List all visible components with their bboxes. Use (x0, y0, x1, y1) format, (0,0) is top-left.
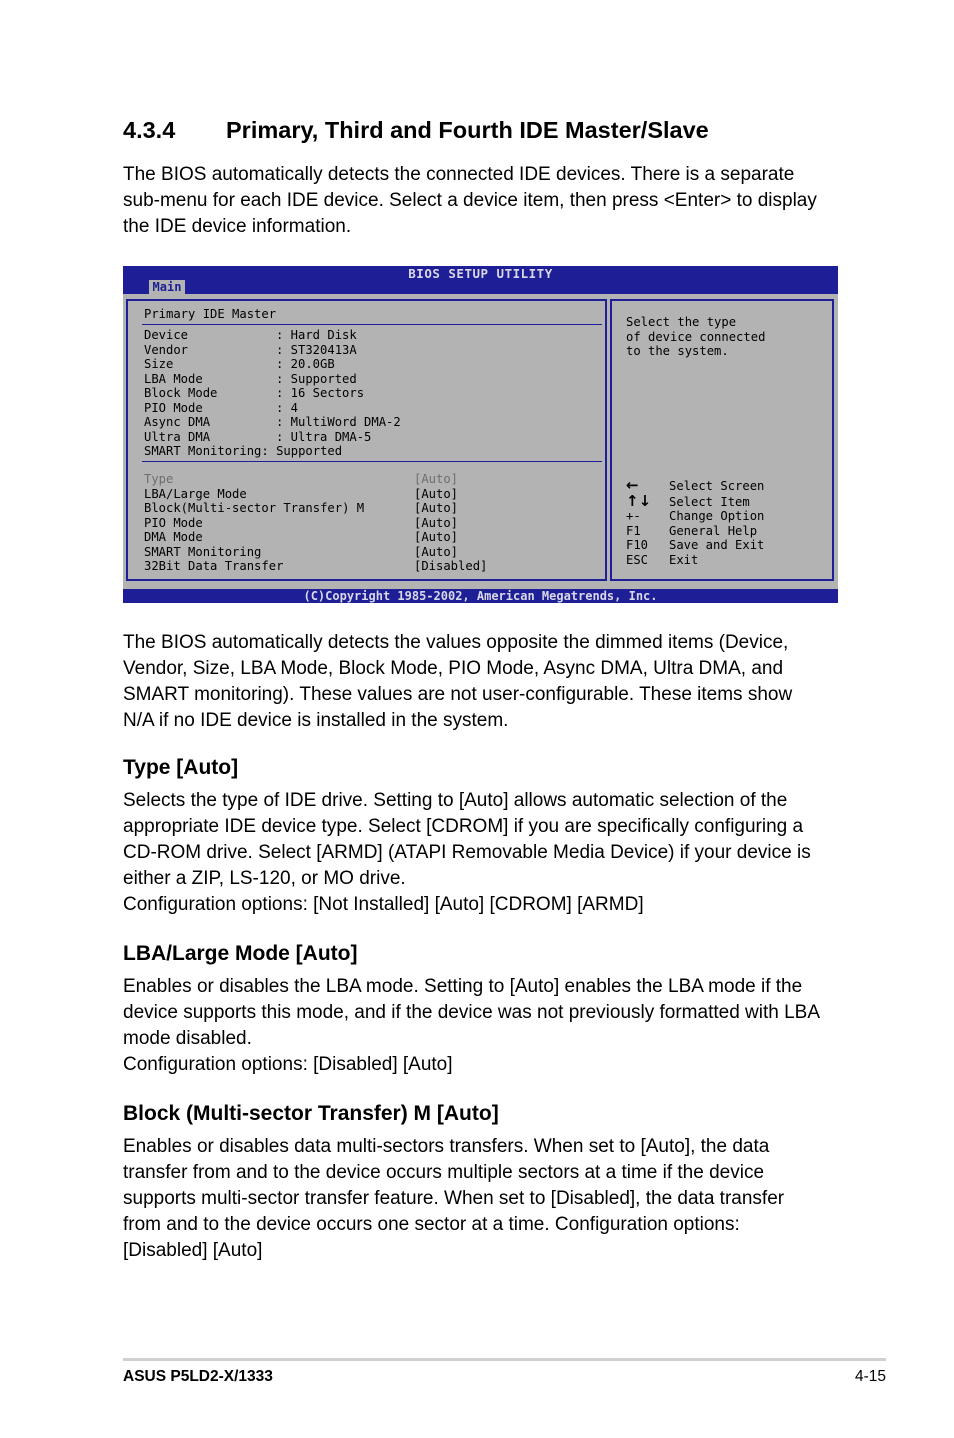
bios-info-label: Device (144, 328, 189, 342)
bios-option-type[interactable] (144, 472, 487, 487)
section-heading (123, 117, 709, 144)
bios-key-action: Change Option (669, 509, 765, 523)
bios-key-row (626, 553, 764, 568)
bios-option-value: [Auto] (414, 544, 459, 559)
bios-option-label: DMA Mode (144, 530, 203, 544)
bios-info-label: Vendor (144, 342, 189, 357)
bios-key-action: Select Item (669, 494, 750, 509)
bios-info-label: PIO Mode (144, 400, 203, 415)
paragraph-line: transfer from and to the device occurs multiple sectors at a time if the device (123, 1162, 765, 1183)
bios-separator (142, 324, 602, 325)
bios-help-line: to the system. (626, 344, 729, 358)
bios-option-value: [Auto] (414, 486, 459, 501)
bios-key-action: Exit (669, 552, 699, 567)
paragraph-line: N/A if no IDE device is installed in the system. (123, 710, 509, 731)
bios-info-row (144, 328, 401, 343)
bios-key-row (626, 524, 764, 539)
section-number: 4.3.4 (123, 117, 176, 143)
bios-tab-main[interactable]: Main (149, 280, 185, 294)
bios-info-label: Block Mode (144, 386, 218, 400)
bios-info-label: Async DMA (144, 415, 211, 429)
bios-left-panel (126, 299, 607, 581)
bios-info-label: LBA Mode (144, 371, 203, 386)
lba-heading: LBA/Large Mode [Auto] (123, 942, 358, 965)
type-paragraph (123, 788, 843, 918)
bios-info-row (144, 357, 401, 372)
paragraph-line: appropriate IDE device type. Select [CDROM] if you are specifically configuring a (123, 816, 804, 837)
bios-info-value: : ST320413A (276, 342, 357, 357)
bios-option-label: SMART Monitoring (144, 544, 262, 559)
bios-screenshot (123, 266, 838, 603)
bios-option-label: Type (144, 472, 174, 486)
paragraph-line: CD-ROM drive. Select [ARMD] (ATAPI Removable Media Device) if your device is (123, 842, 811, 863)
bios-option-dma-mode[interactable] (144, 530, 487, 545)
bios-key-row (626, 538, 764, 553)
bios-help-text (626, 315, 765, 359)
up-down-arrows-icon: ↑↓ (626, 491, 652, 510)
bios-option-smart-monitoring[interactable] (144, 545, 487, 560)
footer-product: ASUS P5LD2-X/1333 (123, 1368, 273, 1385)
bios-help-panel (610, 299, 834, 581)
left-right-arrows-icon: ← (626, 476, 639, 494)
bios-option-value: [Disabled] (414, 559, 488, 573)
paragraph-line: either a ZIP, LS-120, or MO drive. (123, 868, 406, 889)
paragraph-line: Selects the type of IDE drive. Setting to [Auto] allows automatic selection of the (123, 790, 788, 811)
paragraph-line: Vendor, Size, LBA Mode, Block Mode, PIO Mode, Async DMA, Ultra DMA, and (123, 658, 784, 679)
type-heading: Type [Auto] (123, 756, 239, 779)
paragraph-line: device supports this mode, and if the device was not previously formatted with LBA (123, 1002, 821, 1023)
footer-page-number: 4-15 (854, 1368, 886, 1385)
bios-option-pio-mode[interactable] (144, 516, 487, 531)
bios-help-line: of device connected (626, 329, 766, 344)
paragraph-line: mode disabled. (123, 1028, 252, 1049)
paragraph-line: Enables or disables the LBA mode. Setting to [Auto] enables the LBA mode if the (123, 976, 803, 997)
footer-rule (123, 1358, 886, 1361)
bios-info-value: : Supported (276, 371, 357, 386)
paragraph-line: Configuration options: [Not Installed] [Auto] [CDROM] [ARMD] (123, 894, 644, 915)
paragraph-line: Enables or disables data multi-sectors transfers. When set to [Auto], the data (123, 1136, 770, 1157)
block-paragraph (123, 1134, 843, 1264)
paragraph-line: Configuration options: [Disabled] [Auto] (123, 1054, 453, 1075)
bios-key: F10 (626, 538, 649, 552)
bios-info-row (144, 430, 401, 445)
section-title: Primary, Third and Fourth IDE Master/Slave (226, 117, 709, 143)
bios-info-row (144, 415, 401, 430)
bios-option-label: LBA/Large Mode (144, 486, 247, 501)
bios-info-value: : Ultra DMA-5 (276, 429, 372, 444)
bios-option-lba-large-mode[interactable] (144, 487, 487, 502)
intro-paragraph (123, 162, 843, 240)
bios-info-row (144, 372, 401, 387)
paragraph-line: The BIOS automatically detects the values opposite the dimmed items (Device, (123, 632, 789, 653)
bios-info-value: : 16 Sectors (276, 386, 365, 400)
bios-info-label: Size (144, 357, 174, 371)
bios-key-row (626, 509, 764, 524)
bios-options-list (144, 472, 487, 574)
bios-info-value: : MultiWord DMA-2 (276, 415, 401, 429)
bios-separator (142, 461, 602, 462)
bios-copyright-bar (123, 589, 838, 603)
paragraph-line: from and to the device occurs one sector at a time. Configuration options: (123, 1214, 740, 1235)
bios-option-value: [Auto] (414, 472, 459, 486)
bios-smart-line: SMART Monitoring: Supported (144, 444, 343, 458)
bios-help-line: Select the type (626, 315, 737, 329)
bios-info-value: : 20.0GB (276, 357, 335, 371)
bios-info-row (144, 343, 401, 358)
bios-panel-title: Primary IDE Master (144, 307, 277, 321)
bios-title-bar (123, 266, 838, 294)
paragraph-line: SMART monitoring). These values are not user-configurable. These items show (123, 684, 793, 705)
lba-paragraph (123, 974, 843, 1078)
bios-key-action: Save and Exit (669, 538, 765, 552)
bios-info-list (144, 328, 401, 459)
bios-key: +- (626, 509, 641, 523)
auto-detect-paragraph (123, 630, 843, 734)
bios-copyright: (C)Copyright 1985-2002, American Megatrends, Inc. (303, 589, 658, 603)
bios-key: F1 (626, 523, 641, 538)
bios-info-row (144, 386, 401, 401)
bios-key-action: General Help (669, 523, 758, 538)
bios-info-row (144, 401, 401, 416)
bios-title: BIOS SETUP UTILITY (408, 266, 553, 281)
bios-info-value: : 4 (276, 400, 299, 415)
bios-option-32bit-transfer[interactable] (144, 559, 487, 574)
bios-option-value: [Auto] (414, 501, 459, 515)
bios-option-block-mode[interactable] (144, 501, 487, 516)
paragraph-line: supports multi-sector transfer feature. When set to [Disabled], the data transfer (123, 1188, 785, 1209)
bios-key-action: Select Screen (669, 479, 765, 493)
bios-info-value: : Hard Disk (276, 328, 357, 342)
bios-option-label: Block(Multi-sector Transfer) M (144, 501, 365, 515)
intro-line: sub-menu for each IDE device. Select a device item, then press <Enter> to display (123, 190, 817, 211)
paragraph-line: [Disabled] [Auto] (123, 1240, 263, 1261)
intro-line: The BIOS automatically detects the connected IDE devices. There is a separate (123, 164, 795, 185)
bios-option-value: [Auto] (414, 515, 459, 530)
intro-line: the IDE device information. (123, 216, 352, 237)
block-heading: Block (Multi-sector Transfer) M [Auto] (123, 1102, 499, 1125)
bios-option-label: PIO Mode (144, 515, 203, 530)
bios-key: ESC (626, 552, 649, 567)
bios-key-legend (626, 478, 764, 567)
bios-option-value: [Auto] (414, 530, 459, 544)
bios-option-label: 32Bit Data Transfer (144, 559, 284, 573)
bios-key-row (626, 491, 764, 510)
bios-info-label: Ultra DMA (144, 429, 211, 444)
